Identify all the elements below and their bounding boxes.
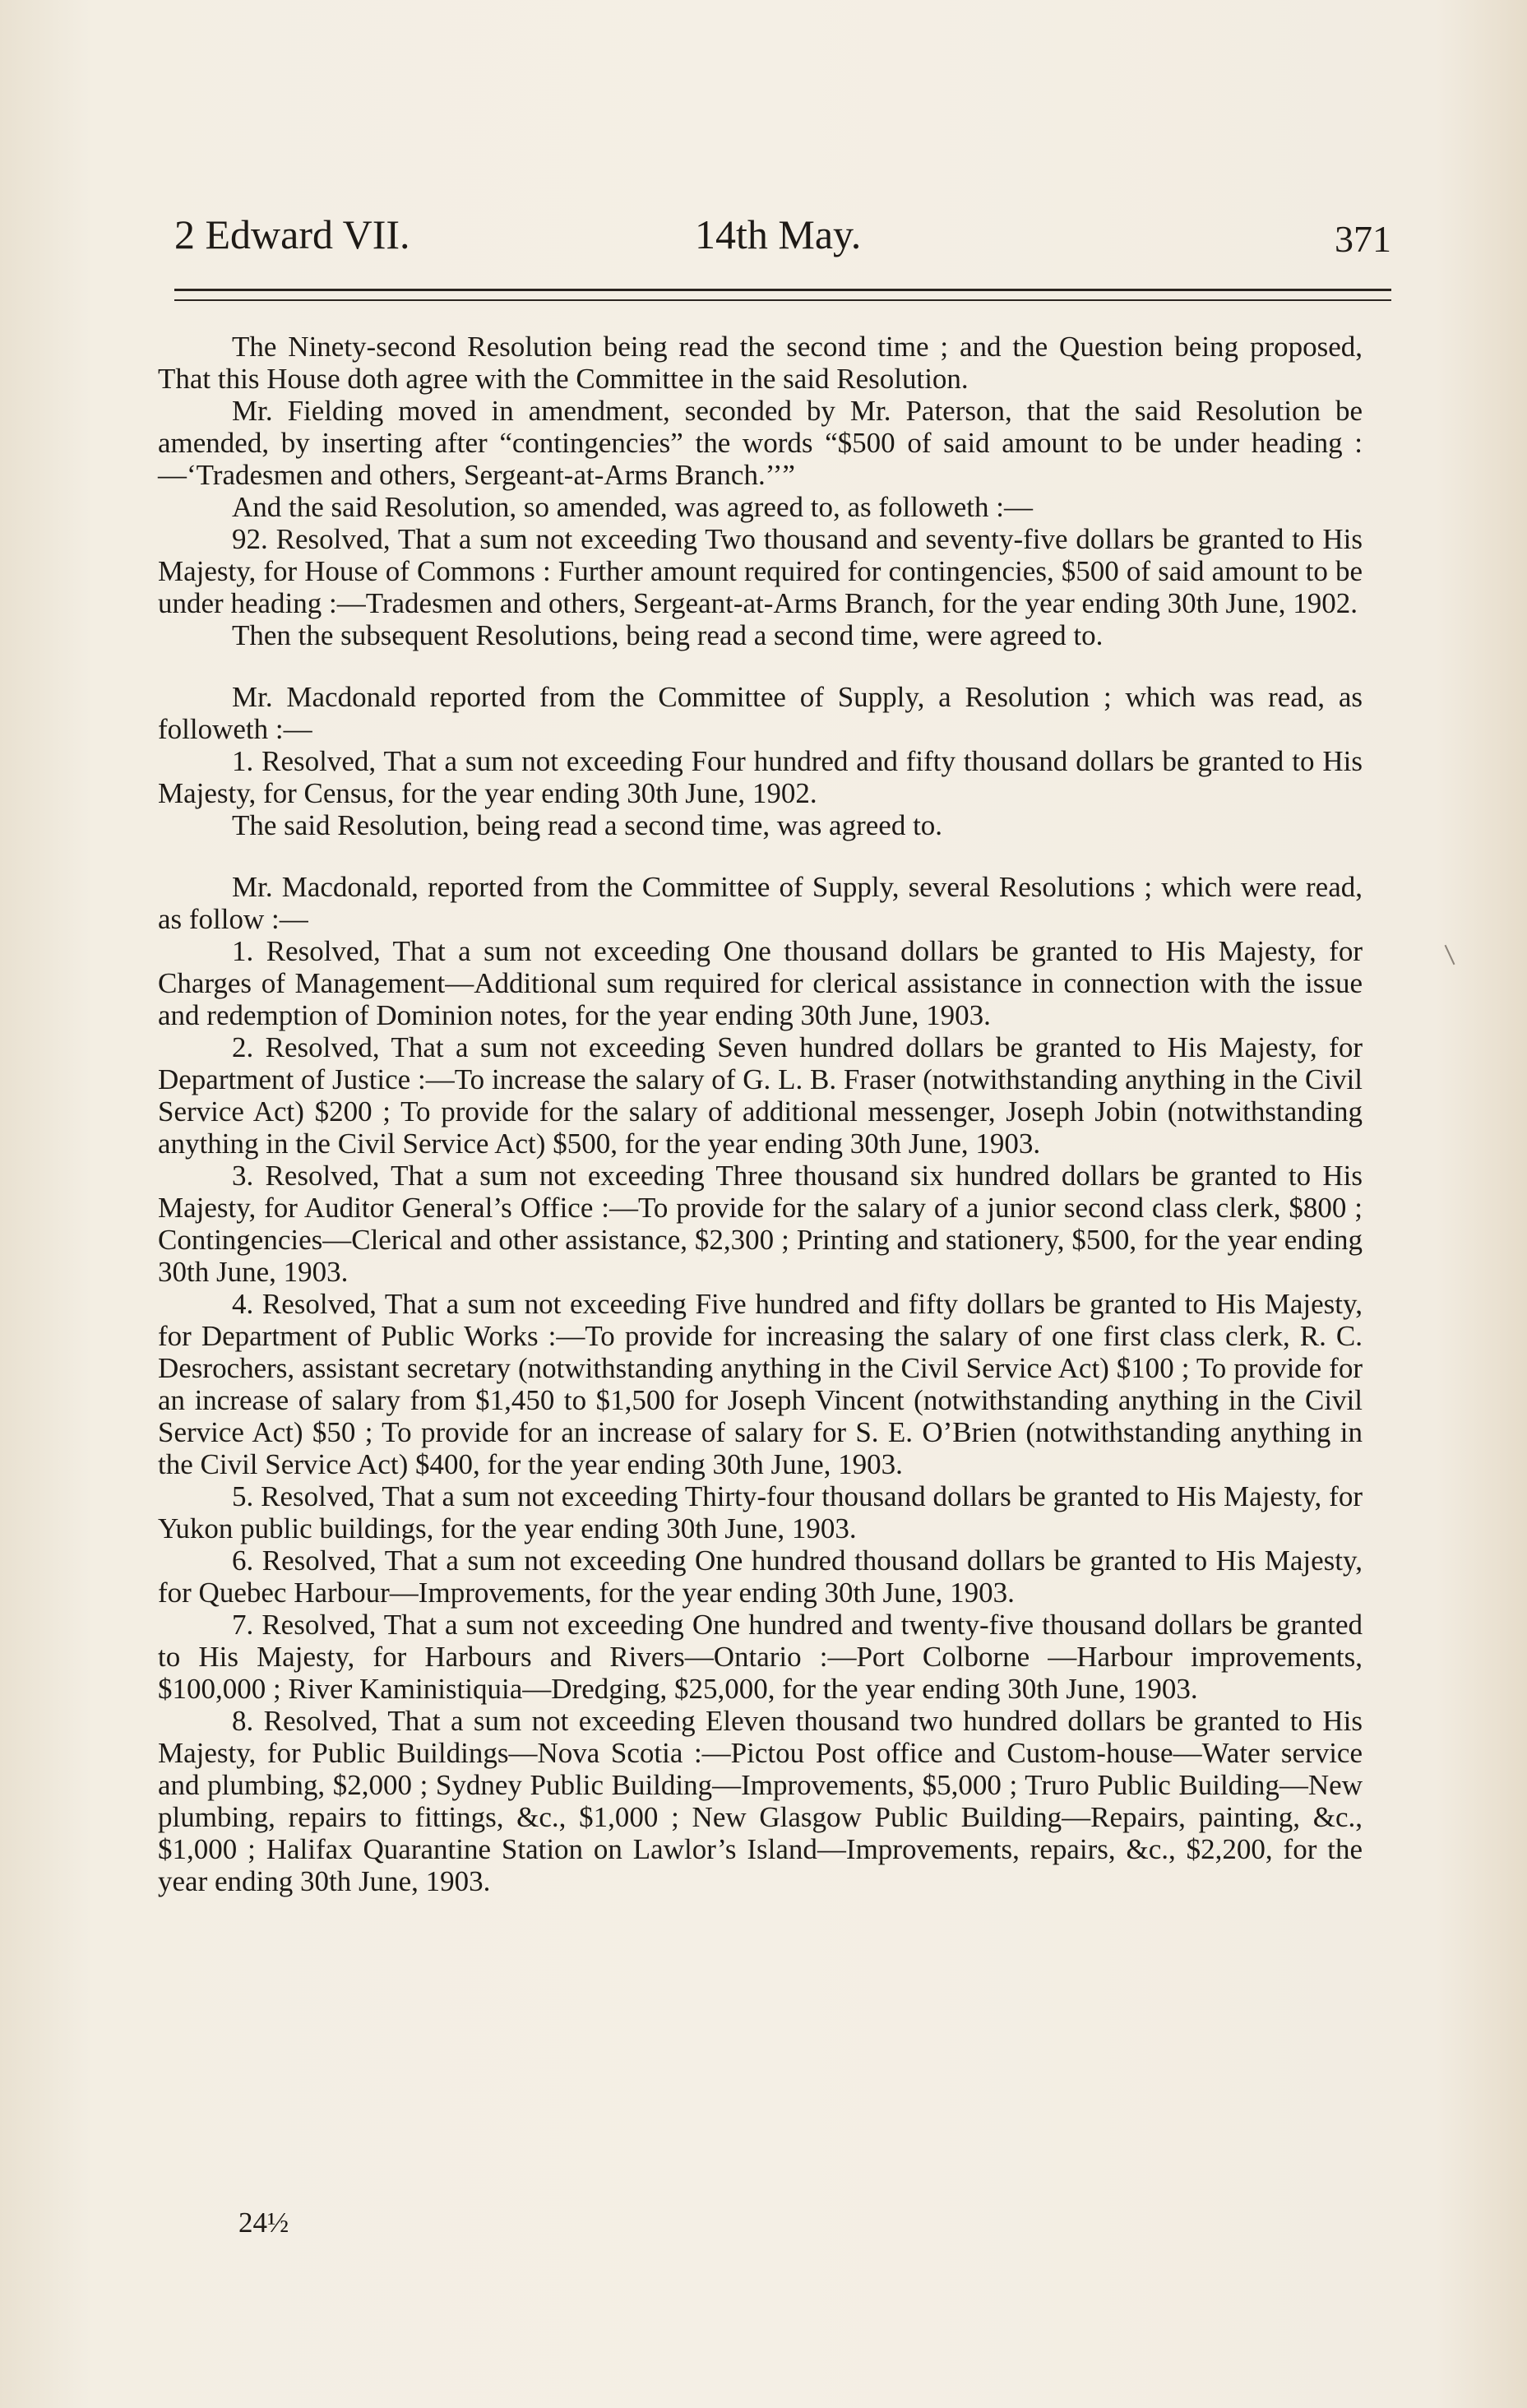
- paragraph: And the said Resolution, so amended, was agreed to, as followeth :—: [232, 491, 1033, 523]
- paragraph: Mr. Macdonald reported from the Committee of Supply, a Resolution ; which was read, as followeth :—: [158, 681, 1363, 745]
- resolution: 4. Resolved, That a sum not exceeding Five hundred and fifty dollars be granted to His Majesty, for Department of Public Works :—To provide for increasing the salary of one first class clerk, R. C. Desrochers, assistant secretary (notwithstanding anything in the Civil Service Act) $100 ; To provide for an increase of salary from $1,450 to $1,500 for Joseph Vincent (notwithstanding anything in the Civil Service Act) $50 ; To provide for an increase of salary for S. E. O’Brien (notwithstanding anything in the Civil Service Act) $400, for the year ending 30th June, 1903.: [158, 1288, 1363, 1480]
- resolution: 7. Resolved, That a sum not exceeding One hundred and twenty-five thousand dollars be granted to His Majesty, for Harbours and Rivers—Ontario :—Port Colborne —Harbour improvements, $100,000 ; River Kaministiquia—Dredging, $25,000, for the year ending 30th June, 1903.: [158, 1609, 1363, 1705]
- regnal-year: 2 Edward VII.: [174, 211, 410, 257]
- resolution: 3. Resolved, That a sum not exceeding Three thousand six hundred dollars be granted to His Majesty, for Auditor General’s Office :—To provide for the salary of a junior second class clerk, $800 ; Contingencies—Clerical and other assistance, $2,300 ; Printing and stationery, $500, for the year ending 30th June, 1903.: [158, 1160, 1363, 1288]
- resolution: 1. Resolved, That a sum not exceeding One thousand dollars be granted to His Majesty, for Charges of Management—Additional sum required for clerical assistance in connection with the issue and redemption of Dominion notes, for the year ending 30th June, 1903.: [158, 935, 1363, 1031]
- resolution: 8. Resolved, That a sum not exceeding Eleven thousand two hundred dollars be granted to His Majesty, for Public Buildings—Nova Scotia :—Pictou Post office and Custom-house—Water service and plumbing, $2,000 ; Sydney Public Building—Improvements, $5,000 ; Truro Public Building—New plumbing, repairs to fittings, &c., $1,000 ; New Glasgow Public Building—Repairs, painting, &c., $1,000 ; Halifax Quarantine Station on Lawlor’s Island—Improvements, repairs, &c., $2,200, for the year ending 30th June, 1903.: [158, 1705, 1363, 1897]
- signature-mark: 24½: [238, 2207, 289, 2239]
- page-number: 371: [1335, 218, 1391, 260]
- margin-mark: [1445, 945, 1455, 965]
- header-rule-bottom: [174, 299, 1391, 301]
- paragraph: Then the subsequent Resolutions, being read a second time, were agreed to.: [232, 619, 1104, 651]
- resolution: 92. Resolved, That a sum not exceeding Two thousand and seventy-five dollars be granted to His Majesty, for House of Commons : Further amount required for contingencies, $500 of said amount to be under heading :—Tradesmen and others, Sergeant-at-Arms Branch, for the year ending 30th June, 1902.: [158, 523, 1363, 619]
- paragraph: The Ninety-second Resolution being read the second time ; and the Question being proposed, That this House doth agree with the Committee in the said Resolution.: [158, 331, 1363, 395]
- resolution: 5. Resolved, That a sum not exceeding Thirty-four thousand dollars be granted to His Majesty, for Yukon public buildings, for the year ending 30th June, 1903.: [158, 1480, 1363, 1544]
- paragraph: Mr. Fielding moved in amendment, seconded by Mr. Paterson, that the said Resolution be amended, by inserting after “contingencies” the words “$500 of said amount to be under heading :—‘Tradesmen and others, Sergeant-at-Arms Branch.’’”: [158, 395, 1363, 491]
- header-date: 14th May.: [695, 211, 862, 257]
- journal-text: [158, 331, 1363, 1897]
- paragraph: Mr. Macdonald, reported from the Committee of Supply, several Resolutions ; which were read, as follow :—: [158, 871, 1363, 935]
- resolution: 6. Resolved, That a sum not exceeding One hundred thousand dollars be granted to His Majesty, for Quebec Harbour—Improvements, for the year ending 30th June, 1903.: [158, 1544, 1363, 1609]
- running-header: [174, 206, 1391, 263]
- header-rule-top: [174, 289, 1391, 291]
- resolution: 2. Resolved, That a sum not exceeding Seven hundred dollars be granted to His Majesty, for Department of Justice :—To increase the salary of G. L. B. Fraser (notwithstanding anything in the Civil Service Act) $200 ; To provide for the salary of additional messenger, Joseph Jobin (notwithstanding anything in the Civil Service Act) $500, for the year ending 30th June, 1903.: [158, 1031, 1363, 1160]
- resolution: 1. Resolved, That a sum not exceeding Four hundred and fifty thousand dollars be granted to His Majesty, for Census, for the year ending 30th June, 1902.: [158, 745, 1363, 809]
- paragraph: The said Resolution, being read a second time, was agreed to.: [232, 809, 943, 841]
